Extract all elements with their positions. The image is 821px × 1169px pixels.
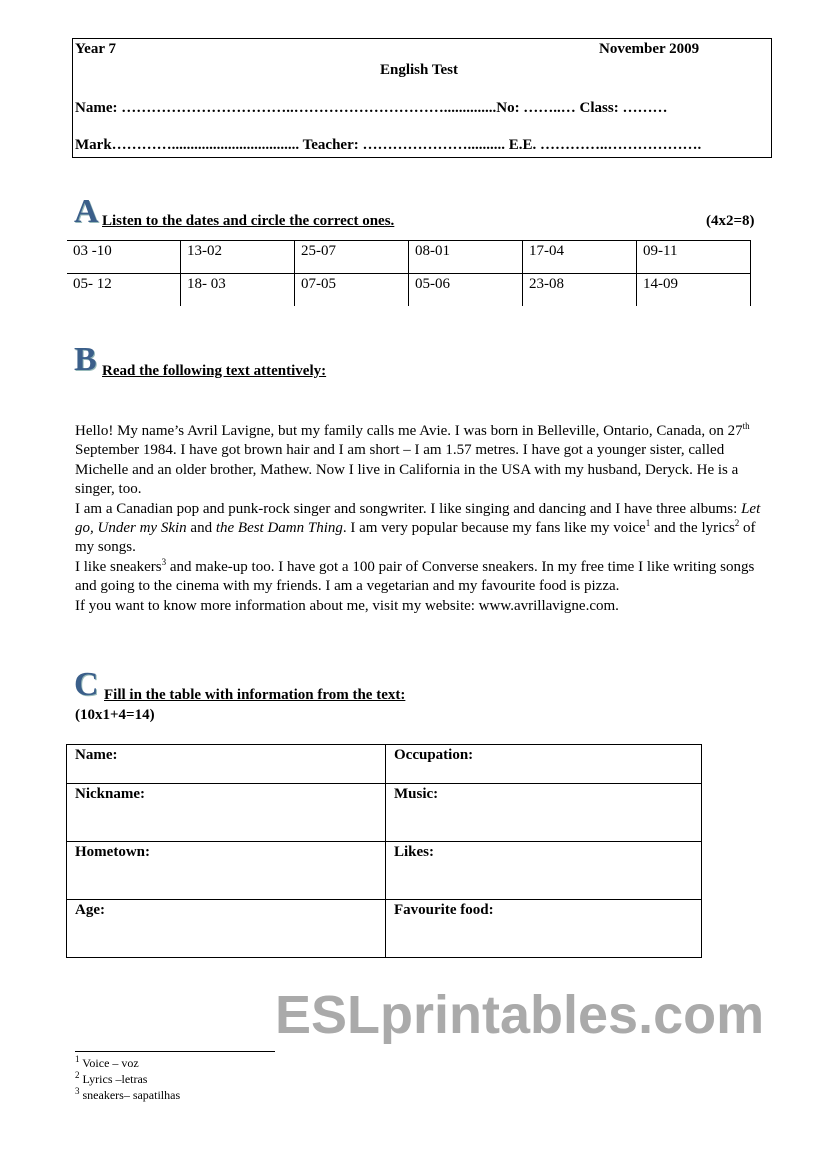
album-titles: Let go, Under my Skin bbox=[75, 500, 761, 537]
text: and make-up too. I have got a 100 pair of Converse sneakers. In my free time I like writing songs and going to the cinema with my friends. I am a vegetarian and my favourite food is pizza. bbox=[75, 558, 755, 595]
text: and bbox=[186, 520, 216, 537]
date-cell[interactable]: 14-09 bbox=[637, 274, 751, 307]
footnote bbox=[75, 1072, 147, 1087]
date-cell[interactable]: 08-01 bbox=[409, 241, 523, 274]
footnote-divider bbox=[75, 1051, 275, 1052]
table-row bbox=[67, 241, 751, 274]
section-c-letter: C bbox=[74, 666, 99, 703]
text: If you want to know more information about me, visit my website: www.avrillavigne.com. bbox=[75, 597, 619, 614]
table-row bbox=[67, 900, 702, 958]
date-cell[interactable]: 17-04 bbox=[523, 241, 637, 274]
section-c-title: Fill in the table with information from the text: bbox=[104, 687, 406, 703]
reading-text bbox=[75, 422, 775, 616]
section-b-letter: B bbox=[74, 341, 97, 378]
date-cell[interactable]: 13-02 bbox=[181, 241, 295, 274]
section-b-title: Read the following text attentively: bbox=[102, 363, 327, 379]
footnote-number: 2 bbox=[75, 1070, 80, 1080]
paragraph bbox=[75, 500, 775, 558]
field-occupation[interactable]: Occupation: bbox=[386, 745, 702, 784]
field-hometown[interactable]: Hometown: bbox=[67, 842, 386, 900]
table-row bbox=[67, 784, 702, 842]
footnote-text: sneakers– sapatilhas bbox=[82, 1088, 181, 1102]
footnote-text: Voice – voz bbox=[82, 1056, 139, 1070]
mark-line: Mark………….................................. Teacher: ………………….......... E.E. …………..………………. bbox=[75, 137, 702, 153]
text: I like sneakers bbox=[75, 558, 162, 575]
footnote-ref: 3 bbox=[161, 556, 167, 567]
date-cell[interactable]: 05-06 bbox=[409, 274, 523, 307]
test-title: English Test bbox=[380, 62, 458, 78]
footnote bbox=[75, 1056, 139, 1071]
footnote-text: Lyrics –letras bbox=[82, 1072, 148, 1086]
field-music[interactable]: Music: bbox=[386, 784, 702, 842]
section-a-score: (4x2=8) bbox=[706, 213, 755, 229]
name-line: Name: ……………………………..…………………………..............No: ……..… Class: ……… bbox=[75, 100, 668, 116]
footnote-number: 1 bbox=[75, 1054, 80, 1064]
date-cell[interactable]: 25-07 bbox=[295, 241, 409, 274]
superscript: th bbox=[742, 421, 750, 431]
footnote-number: 3 bbox=[75, 1086, 80, 1096]
header-box bbox=[72, 38, 772, 158]
date-cell[interactable]: 23-08 bbox=[523, 274, 637, 307]
text: of my songs. bbox=[75, 520, 756, 556]
dates-table bbox=[67, 240, 751, 306]
date-cell[interactable]: 18- 03 bbox=[181, 274, 295, 307]
album-title: the Best Damn Thing bbox=[215, 520, 343, 537]
section-a-letter: A bbox=[74, 193, 99, 230]
text: Hello! My name’s Avril Lavigne, but my family calls me Avie. I was born in Belleville, Ontario, Canada, on 27 bbox=[75, 423, 743, 439]
date-cell[interactable]: 09-11 bbox=[637, 241, 751, 274]
field-name[interactable]: Name: bbox=[67, 745, 386, 784]
watermark: ESLprintables.com bbox=[275, 985, 765, 1045]
footnote-ref: 2 bbox=[734, 518, 740, 529]
paragraph bbox=[75, 422, 775, 500]
table-row bbox=[67, 842, 702, 900]
text: September 1984. I have got brown hair and I am short – I am 1.57 metres. I have got a younger sister, called Michelle and an older brother, Mathew. Now I live in California in the USA with my husband, Deryck. He is a singer, too. bbox=[75, 442, 739, 498]
footnote-ref: 1 bbox=[645, 518, 651, 529]
section-a-title: Listen to the dates and circle the correct ones. bbox=[102, 213, 395, 229]
text: I am a Canadian pop and punk-rock singer and songwriter. I like singing and dancing and I have three albums: bbox=[75, 500, 742, 517]
field-likes[interactable]: Likes: bbox=[386, 842, 702, 900]
field-age[interactable]: Age: bbox=[67, 900, 386, 958]
table-row bbox=[67, 745, 702, 784]
date-label: November 2009 bbox=[599, 41, 700, 57]
table-row bbox=[67, 274, 751, 307]
text: . I am very popular because my fans like my voice bbox=[342, 520, 646, 537]
info-table bbox=[66, 744, 702, 958]
field-favourite-food[interactable]: Favourite food: bbox=[386, 900, 702, 958]
paragraph bbox=[75, 558, 775, 597]
section-c-score: (10x1+4=14) bbox=[75, 707, 155, 723]
date-cell[interactable]: 05- 12 bbox=[67, 274, 181, 307]
field-nickname[interactable]: Nickname: bbox=[67, 784, 386, 842]
text: and the lyrics bbox=[650, 520, 735, 537]
year-label: Year 7 bbox=[75, 41, 116, 57]
footnote bbox=[75, 1088, 180, 1103]
date-cell[interactable]: 07-05 bbox=[295, 274, 409, 307]
paragraph bbox=[75, 597, 775, 616]
date-cell[interactable]: 03 -10 bbox=[67, 241, 181, 274]
